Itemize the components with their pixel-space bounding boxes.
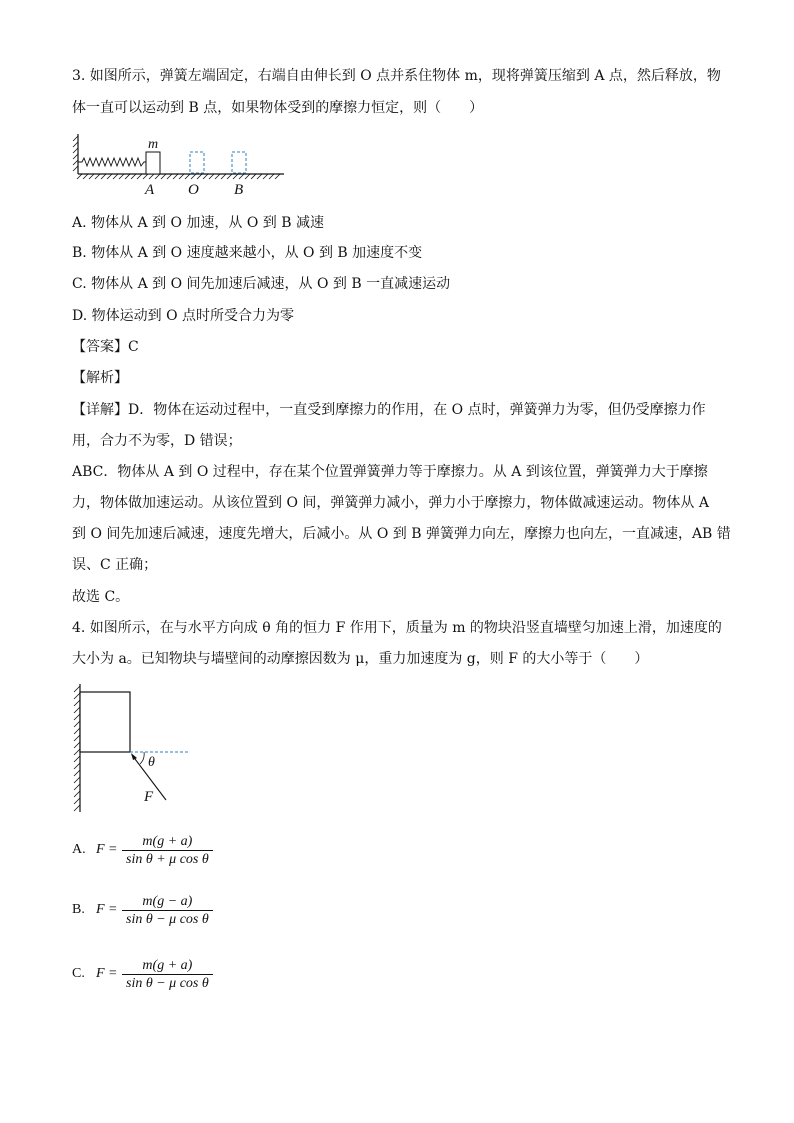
q4-option-b-denominator: sin θ − μ cos θ (122, 910, 213, 928)
q4-option-c-numerator: m(g + a) (142, 958, 193, 973)
q3-analysis-label: 【解析】 (72, 370, 128, 386)
q3-answer: 【答案】C (72, 339, 139, 355)
q3-option-a: A. 物体从 A 到 O 加速，从 O 到 B 减速 (72, 215, 324, 231)
q3-detail-line6: 误、C 正确； (72, 557, 158, 573)
q4-option-a (72, 834, 232, 874)
q3-detail-line2: 用，合力不为零，D 错误； (72, 433, 242, 449)
q3-stem-line1: 3. 如图所示，弹簧左端固定，右端自由伸长到 O 点并系住物体 m，现将弹簧压缩到 A 点，然后释放，物 (72, 68, 721, 84)
q4-option-a-fraction (122, 834, 213, 868)
q3-detail-line4: 力，物体做加速运动。从该位置到 O 间，弹簧弹力减小，弹力小于摩擦力，物体做减速运动。物体从 A (72, 495, 709, 511)
q3-label-O: O (188, 182, 199, 198)
q3-detail-line3: ABC．物体从 A 到 O 过程中，存在某个位置弹簧弹力等于摩擦力。从 A 到该位置，弹簧弹力大于摩擦 (72, 464, 708, 480)
q3-detail-line7: 故选 C。 (72, 589, 130, 605)
q3-option-c: C. 物体从 A 到 O 间先加速后减速，从 O 到 B 一直减速运动 (72, 276, 451, 292)
q3-option-b: B. 物体从 A 到 O 速度越来越小，从 O 到 B 加速度不变 (72, 245, 423, 261)
q4-option-b-label: B. (72, 902, 85, 917)
q4-option-c-lhs: F = (96, 966, 118, 981)
q3-option-d: D. 物体运动到 O 点时所受合力为零 (72, 308, 295, 324)
q4-option-a-denominator: sin θ + μ cos θ (122, 850, 213, 868)
q4-stem-line2: 大小为 a。已知物块与墙壁间的动摩擦因数为 μ，重力加速度为 g，则 F 的大小等于（ ） (72, 651, 649, 667)
q4-option-b-lhs: F = (96, 902, 118, 917)
q4-option-a-lhs: F = (96, 842, 118, 857)
q4-wall-figure (66, 680, 196, 815)
q3-detail-line5: 到 O 间先加速后减速，速度先增大，后减小。从 O 到 B 弹簧弹力向左，摩擦力也向左，一直减速，AB 错 (72, 526, 731, 542)
q3-spring-figure (72, 130, 292, 200)
q4-option-c-fraction (122, 958, 213, 992)
q4-stem-line1: 4. 如图所示，在与水平方向成 θ 角的恒力 F 作用下，质量为 m 的物块沿竖直墙壁匀加速上滑，加速度的 (72, 620, 722, 636)
q3-label-B: B (234, 182, 244, 198)
q3-detail-line1: 【详解】D．物体在运动过程中，一直受到摩擦力的作用，在 O 点时，弹簧弹力为零，但仍受摩擦力作 (72, 402, 706, 418)
q4-option-a-numerator: m(g + a) (142, 834, 193, 849)
q3-label-A: A (145, 182, 155, 198)
q3-label-m: m (148, 137, 159, 152)
q3-stem-line2: 体一直可以运动到 B 点，如果物体受到的摩擦力恒定，则（ ） (72, 100, 484, 116)
q4-label-F: F (144, 789, 154, 805)
q4-option-c (72, 958, 232, 998)
q4-label-theta: θ (148, 755, 155, 770)
q4-option-a-label: A. (72, 842, 86, 857)
q4-option-b-fraction (122, 894, 213, 928)
q4-option-c-denominator: sin θ − μ cos θ (122, 974, 213, 992)
q4-option-b (72, 894, 232, 934)
q4-option-c-label: C. (72, 966, 85, 981)
q4-option-b-numerator: m(g − a) (142, 894, 193, 909)
